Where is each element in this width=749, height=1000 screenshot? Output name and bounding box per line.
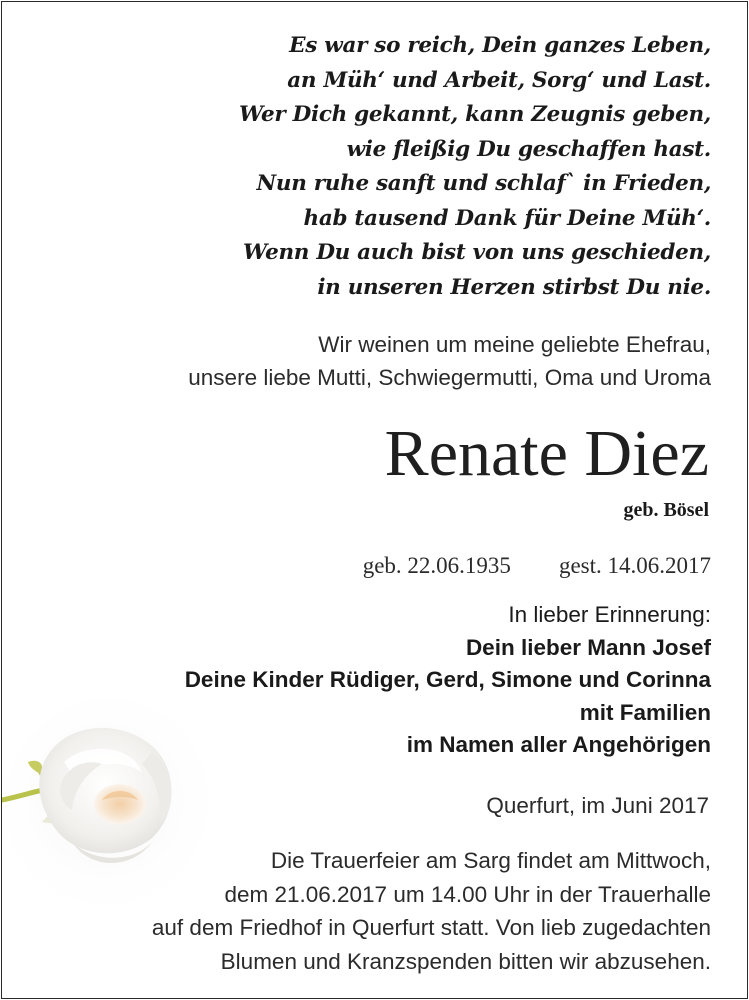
notice-line: Die Trauerfeier am Sarg findet am Mittwoch,: [270, 848, 711, 873]
mourner-line: im Namen aller Angehörigen: [406, 732, 711, 757]
intro-line: Wir weinen um meine geliebte Ehefrau,: [318, 332, 711, 357]
obituary-notice: [1, 1, 748, 999]
poem-line: Es war so reich, Dein ganzes Leben,: [289, 33, 711, 58]
poem-line: wie fleißig Du geschaffen hast.: [346, 136, 711, 162]
notice-content: [2, 2, 747, 998]
intro-text: [188, 328, 711, 394]
poem-line: an Müh‘ und Arbeit, Sorg‘ und Last.: [287, 67, 711, 93]
notice-line: auf dem Friedhof in Querfurt statt. Von lieb zugedachten: [151, 915, 711, 940]
poem-line: Nun ruhe sanft und schlaf` in Frieden,: [256, 171, 711, 196]
remembrance-block: [185, 599, 711, 762]
notice-line: Blumen und Kranzspenden bitten wir abzusehen.: [220, 948, 711, 974]
intro-line: unsere liebe Mutti, Schwiegermutti, Oma und Uroma: [188, 365, 711, 390]
funeral-notice: [152, 844, 711, 978]
poem-line: Wer Dich gekannt, kann Zeugnis geben,: [238, 102, 711, 127]
poem-line: Wenn Du auch bist von uns geschieden,: [243, 240, 711, 265]
birth-date: geb. 22.06.1935: [362, 553, 511, 578]
remembrance-heading: In lieber Erinnerung:: [508, 602, 711, 627]
death-date: gest. 14.06.2017: [558, 553, 711, 578]
deceased-name: Renate Diez: [384, 417, 709, 490]
notice-line: dem 21.06.2017 um 14.00 Uhr in der Trauerhalle: [224, 881, 711, 907]
place-date: Querfurt, im Juni 2017: [486, 793, 709, 818]
mourner-line: mit Familien: [579, 699, 711, 725]
life-dates: [363, 550, 711, 582]
poem-line: hab tausend Dank für Deine Müh‘.: [303, 205, 711, 231]
maiden-name: geb. Bösel: [623, 499, 709, 521]
mourner-line: Deine Kinder Rüdiger, Gerd, Simone und Corinna: [184, 667, 711, 692]
mourner-line: Dein lieber Mann Josef: [465, 634, 711, 660]
memorial-poem: [239, 29, 711, 305]
poem-line: in unseren Herzen stirbst Du nie.: [317, 274, 711, 300]
